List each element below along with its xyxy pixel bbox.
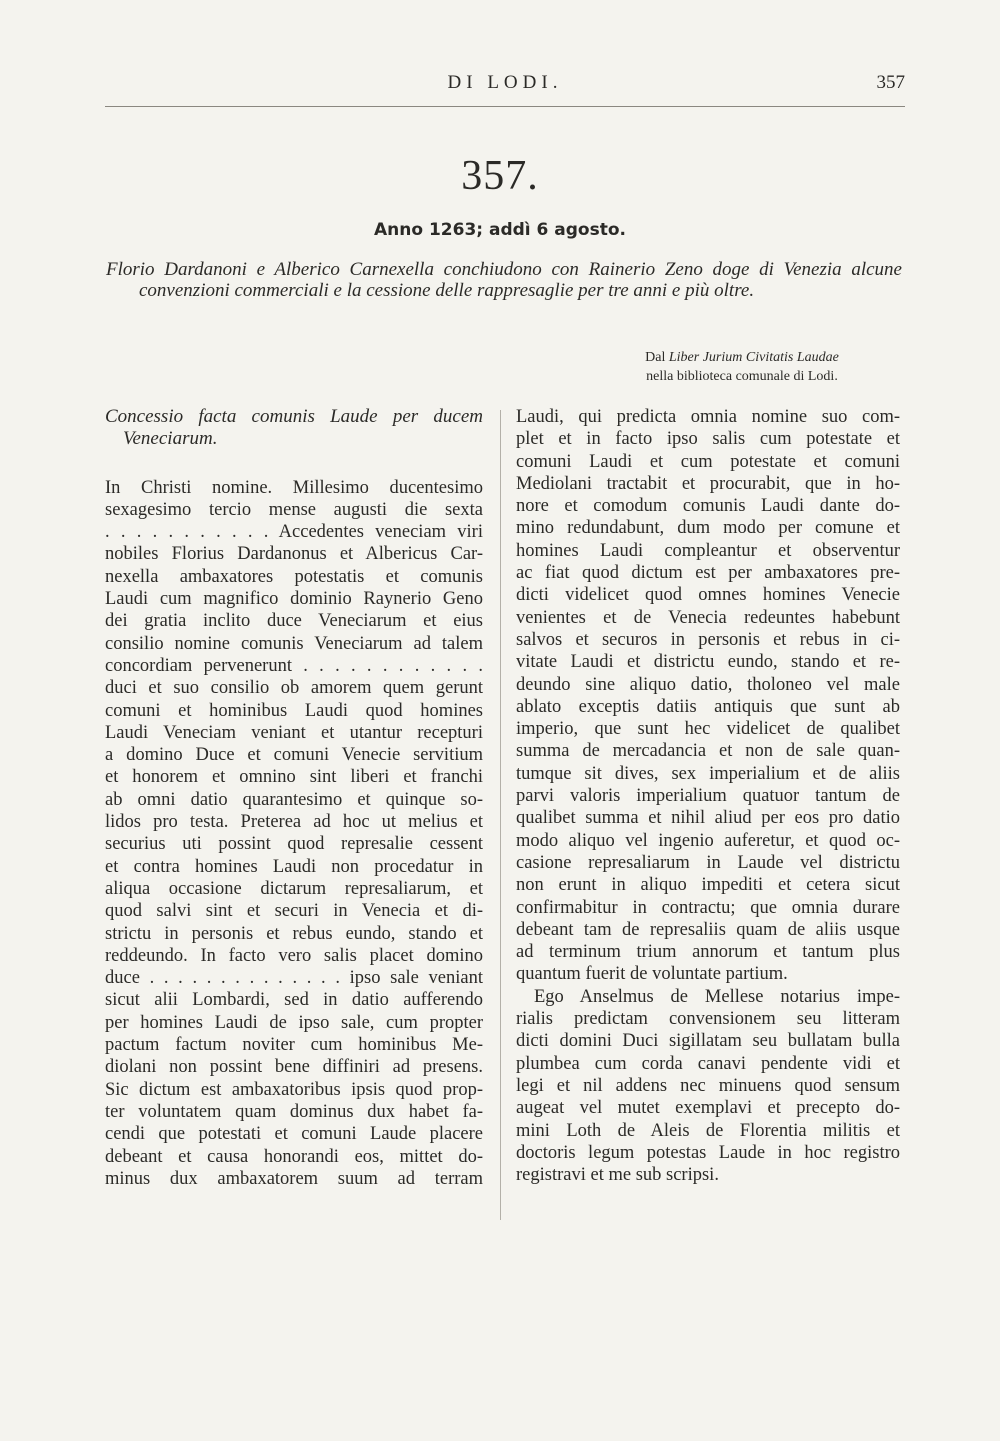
source-title: Liber Jurium Civitatis Laudae: [668, 350, 839, 365]
text-line: non erunt in aliquo impediti et cetera sicut: [516, 875, 900, 896]
text-line: ter voluntatem quam dominus dux habet fa-: [105, 1101, 483, 1122]
rubric: [105, 406, 483, 451]
text-line: registravi et me sub scripsi.: [516, 1165, 719, 1186]
text-line: quod salvi sint et securi in Venecia et di-: [105, 901, 483, 922]
source-prefix: Dal: [645, 350, 666, 365]
text-line: per homines Laudi de ipso sale, cum propter: [105, 1012, 483, 1033]
source-note: [582, 348, 902, 386]
rubric-line: Veneciarum.: [123, 428, 218, 450]
text-line: comuni Laudi et cum potestate et comuni: [516, 451, 900, 472]
text-line: quantum fuerit de voluntate partium.: [516, 964, 788, 985]
text-line: Sic dictum est ambaxatoribus ipsis quod prop-: [105, 1079, 483, 1100]
text-line: duce . . . . . . . . . . . . . . ipso sale veniant: [105, 968, 483, 989]
right-paragraph-1: [516, 406, 900, 986]
text-line: parvi valoris imperialium quatuor tantum de: [516, 786, 900, 807]
document-summary: Florio Dardanoni e Alberico Carnexella conchiudono con Rainerio Zeno doge di Venezia alcune convenzioni commerciali e la cessione delle rappresaglie per tre anni e più oltre.: [106, 259, 902, 301]
text-line: duci et suo consilio ob amorem quem gerunt: [105, 678, 483, 699]
text-line: dei gratia inclito duce Veneciarum et eius: [105, 611, 483, 632]
right-column: [516, 406, 900, 1186]
text-line: In Christi nomine. Millesimo ducentesimo: [105, 477, 483, 498]
document-number: 357.: [461, 153, 539, 199]
running-header: [105, 62, 905, 107]
text-line: mini Loth de Aleis de Florentia militis et: [516, 1120, 900, 1141]
text-line: nobiles Florius Dardanonus et Albericus Car-: [105, 544, 483, 565]
text-line: deundo sine aliquo datio, tholoneo vel male: [516, 674, 900, 695]
text-line: debeant tam de represaliis quam de aliis usque: [516, 919, 900, 940]
text-line: Laudi Veneciam veniant et utantur recepturi: [105, 722, 483, 743]
text-line: casione represaliarum in Laude vel districtu: [516, 852, 900, 873]
text-line: debeant et causa honorandi eos, mittet do-: [105, 1146, 483, 1167]
text-line: modo aliquo vel ingenio auferetur, et quod oc-: [516, 830, 900, 851]
source-line-1: [582, 348, 902, 367]
text-line: et honorem et omnino sint liberi et franchi: [105, 767, 483, 788]
text-line: nexella ambaxatores potestatis et comunis: [105, 566, 483, 587]
text-line: dicti videlicet quod omnes homines Venecie: [516, 585, 900, 606]
text-line: summa de mercadancia et non de sale quan-: [516, 741, 900, 762]
text-line: venientes et de Venecia redeuntes habebunt: [516, 607, 900, 628]
page-number: 357: [876, 72, 905, 93]
source-location: nella biblioteca comunale di Lodi.: [646, 369, 838, 384]
text-line: confirmabitur in contractu; que omnia durare: [516, 897, 900, 918]
text-line: augeat vel mutet exemplavi et precepto do-: [516, 1098, 900, 1119]
text-line: aliqua occasione dictarum represaliarum, et: [105, 878, 483, 899]
text-line: pactum factum noviter cum hominibus Me-: [105, 1035, 483, 1056]
text-line: legi et nil addens nec minuens quod sensum: [516, 1075, 900, 1096]
text-line: et contra homines Laudi non procedatur in: [105, 856, 483, 877]
text-line: imperio, que sunt hec videlicet de qualibet: [516, 719, 900, 740]
text-line: doctoris legum potestas Laude in hoc registro: [516, 1142, 900, 1163]
column-divider: [500, 410, 501, 1220]
text-line: cendi que potestati et comuni Laude placere: [105, 1124, 483, 1145]
text-line: plumbea cum corda canavi pendente vidi et: [516, 1053, 900, 1074]
left-paragraph: [105, 477, 483, 1191]
text-line: mino redundabunt, dum modo per comune et: [516, 518, 900, 539]
rubric-line: Concessio facta comunis Laude per ducem: [105, 406, 483, 427]
text-line: nore et comodum comunis Laudi dante do-: [516, 496, 900, 517]
text-line: ablato exceptis datiis antiquis que sunt ab: [516, 696, 900, 717]
text-line: homines Laudi compleantur et observentur: [516, 540, 900, 561]
text-line: sexagesimo tercio mense augusti die sexta: [105, 499, 483, 520]
text-line: qualibet summa et nihil aliud per eos pro datio: [516, 808, 900, 829]
text-line: minus dux ambaxatorem suum ad terram: [105, 1168, 483, 1189]
right-paragraph-2: [516, 986, 900, 1187]
text-line: . . . . . . . . . . . Accedentes veneciam viri: [105, 522, 483, 543]
text-line: a domino Duce et comuni Venecie servitium: [105, 745, 483, 766]
left-column: [105, 406, 483, 1190]
text-line: salvos et securos in personis et rebus in ci-: [516, 629, 900, 650]
document-date: Anno 1263; addì 6 agosto.: [374, 220, 626, 240]
spacer: [105, 451, 483, 477]
text-line: diolani non possint bene diffiniri ad presens.: [105, 1057, 483, 1078]
running-title: DI LODI.: [447, 72, 563, 93]
text-line: reddeundo. In facto vero salis placet domino: [105, 945, 483, 966]
text-line: securius uti possint quod represalie cessent: [105, 834, 483, 855]
text-line: Mediolani tractabit et procurabit, que in ho-: [516, 473, 900, 494]
text-line: ac fiat quod dictum est per ambaxatores pre-: [516, 563, 900, 584]
text-line: rialis predictam convensionem seu litteram: [516, 1009, 900, 1030]
text-line: sicut alii Lombardi, sed in datio aufferendo: [105, 990, 483, 1011]
text-line: consilio nomine comunis Veneciarum ad talem: [105, 633, 483, 654]
text-line: ab omni datio quarantesimo et quinque so-: [105, 789, 483, 810]
text-line: plet et in facto ipso salis cum potestate et: [516, 429, 900, 450]
text-line: Laudi, qui predicta omnia nomine suo com-: [516, 407, 900, 427]
text-line: tumque sit dives, sex imperialium et de aliis: [516, 763, 900, 784]
text-line: Laudi cum magnifico dominio Raynerio Geno: [105, 589, 483, 610]
text-line: vitate Laudi et districtu eundo, stando et re-: [516, 652, 900, 673]
text-line: concordiam pervenerunt . . . . . . . . . . . .: [105, 655, 483, 676]
text-line: lidos pro testa. Preterea ad hoc ut melius et: [105, 812, 483, 833]
text-line: ad terminum trium annorum et tantum plus: [516, 942, 900, 963]
text-line: Ego Anselmus de Mellese notarius impe-: [534, 986, 900, 1007]
text-line: strictu in personis et rebus eundo, stando et: [105, 923, 483, 944]
text-line: comuni et hominibus Laudi quod homines: [105, 700, 483, 721]
text-line: dicti domini Duci sigillatam seu bullatam bulla: [516, 1031, 900, 1052]
